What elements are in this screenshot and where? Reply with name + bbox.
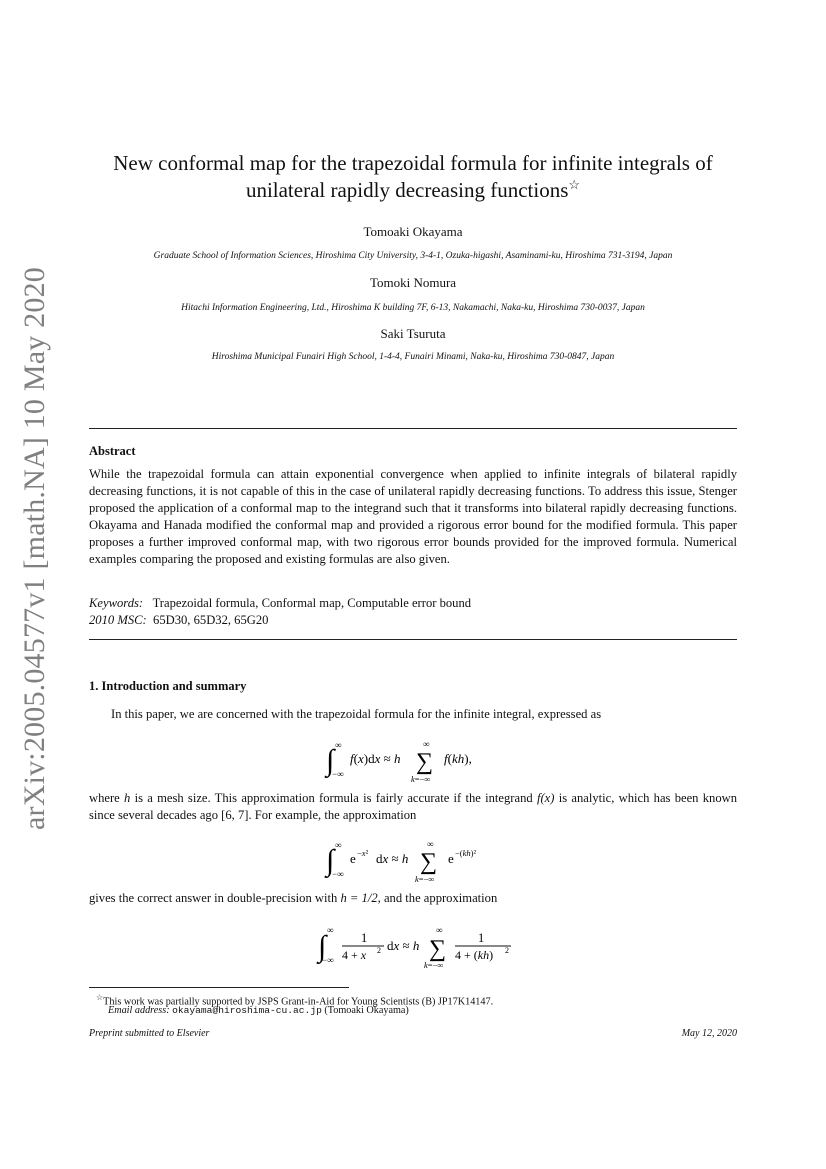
svg-text:∑: ∑ [429, 936, 447, 962]
footer-preprint: Preprint submitted to Elsevier [89, 1028, 210, 1039]
svg-text:∫: ∫ [318, 930, 327, 963]
abstract-top-rule [89, 428, 737, 429]
msc-label: 2010 MSC: [89, 613, 147, 627]
svg-text:k=−∞: k=−∞ [424, 960, 444, 970]
abstract-bottom-rule [89, 639, 737, 640]
svg-text:∞: ∞ [436, 925, 443, 935]
svg-text:−∞: −∞ [332, 869, 344, 879]
abstract-heading: Abstract [89, 444, 136, 458]
abstract-text: While the trapezoidal formula can attain exponential convergence when applied to infinite integrals of bilateral rapidly decreasing functions, it is not capable of this in the case of unilateral rapidly decreasing functions. To address this issue, Stenger proposed the application of a conformal map to the integrand such that it transforms into bilateral rapidly decreasing functions. Okayama and Hanada modified the conformal map and provided a rigorous error bound for the modified formula. This paper proposes a further improved conformal map, with two rigorous error bounds provided for the improved formula. Numerical examples comparing the proposed and existing formulas are also given. [89, 467, 737, 566]
svg-text:2: 2 [377, 946, 381, 955]
mesh-size-paragraph [89, 790, 737, 824]
svg-text:4 + x: 4 + x [342, 948, 367, 962]
footer-date: May 12, 2020 [681, 1028, 737, 1039]
svg-text:∞: ∞ [427, 839, 434, 849]
svg-text:∫: ∫ [326, 744, 335, 777]
text-run: is analytic, which has been known since several decades ago [6, 7]. For example, the approximation [89, 791, 738, 822]
math-fx: f(x) [536, 791, 555, 805]
msc-value: 65D30, 65D32, 65G20 [153, 613, 269, 627]
author-affiliation: Hiroshima Municipal Funairi High School, 1-4-4, Funairi Minami, Naka-ku, Hiroshima 730-0847, Japan [211, 352, 615, 362]
svg-text:∫: ∫ [326, 844, 335, 877]
msc-line [89, 612, 737, 629]
svg-text:f(kh),: f(kh), [444, 751, 472, 766]
email-owner: (Tomoaki Okayama) [324, 1005, 409, 1016]
email-link[interactable]: okayama@hiroshima-cu.ac.jp [172, 1005, 322, 1016]
title-line-2: unilateral rapidly decreasing functions [245, 178, 569, 202]
section-heading: 1. Introduction and summary [89, 679, 247, 693]
author-name: Saki Tsuruta [380, 326, 446, 341]
svg-text:∑: ∑ [416, 749, 434, 775]
svg-text:4 + (kh): 4 + (kh) [455, 948, 494, 962]
svg-text:∞: ∞ [335, 840, 342, 850]
math-h: h [124, 791, 131, 805]
author-affiliation: Hitachi Information Engineering, Ltd., Hiroshima K building 7F, 6-13, Nakamachi, Naka-ku, Hiroshima 730-0037, Japan [181, 303, 645, 313]
svg-text:−(kh)²: −(kh)² [455, 848, 477, 858]
svg-text:−x²: −x² [357, 848, 369, 858]
author-affiliation: Graduate School of Information Sciences, Hiroshima City University, 3-4-1, Ozuka-higashi, Asaminami-ku, Hiroshima 731-3194, Japan [153, 251, 673, 261]
intro-paragraph: In this paper, we are concerned with the trapezoidal formula for the infinite integral, expressed as [111, 707, 602, 721]
arxiv-identifier-stamp: arXiv:2005.04577v1 [math.NA] 10 May 2020 [18, 267, 51, 830]
footnote-funding-text: This work was partially supported by JSPS Grant-in-Aid for Young Scientists (B) JP17K14147. [103, 996, 494, 1008]
svg-text:e: e [350, 851, 356, 866]
keywords-value: Trapezoidal formula, Conformal map, Computable error bound [152, 596, 472, 610]
svg-text:∞: ∞ [327, 925, 334, 935]
text-run: , and the approximation [377, 891, 498, 905]
text-run: is a mesh size. This approximation formula is fairly accurate if the integrand [130, 791, 537, 805]
svg-text:∞: ∞ [335, 740, 342, 750]
footnote-star: ☆ [96, 993, 104, 1002]
footnote-email [108, 1004, 748, 1017]
title-line-1: New conformal map for the trapezoidal formula for infinite integrals of [113, 151, 713, 175]
svg-text:1: 1 [478, 931, 485, 945]
equation-trapezoidal-formula [320, 732, 520, 784]
author-name: Tomoki Nomura [369, 275, 457, 290]
svg-text:k=−∞: k=−∞ [415, 874, 435, 884]
paper-title [80, 150, 746, 204]
precision-paragraph [89, 890, 737, 907]
equation-gaussian-example [320, 832, 520, 884]
svg-text:∑: ∑ [420, 849, 438, 875]
svg-text:e: e [448, 851, 454, 866]
svg-text:k=−∞: k=−∞ [411, 774, 431, 784]
svg-text:dx ≈ h: dx ≈ h [376, 851, 409, 866]
svg-text:dx ≈ h: dx ≈ h [387, 938, 420, 953]
footnote-rule [89, 987, 349, 988]
math-h-value: h = 1/2 [340, 891, 378, 905]
svg-text:f(x)dx ≈ h: f(x)dx ≈ h [350, 751, 401, 766]
svg-text:2: 2 [505, 946, 509, 955]
svg-text:1: 1 [361, 931, 368, 945]
text-run: gives the correct answer in double-precision with [89, 891, 341, 905]
svg-text:−∞: −∞ [332, 769, 344, 779]
keywords-label: Keywords: [89, 596, 144, 610]
author-name: Tomoaki Okayama [363, 224, 463, 239]
svg-text:∞: ∞ [423, 739, 430, 749]
email-label: Email address: [108, 1005, 170, 1016]
title-footnote-star[interactable]: ☆ [568, 177, 581, 192]
svg-text:−∞: −∞ [322, 955, 334, 965]
text-run: where [89, 791, 125, 805]
keywords-line [89, 595, 737, 612]
equation-rational-example [312, 916, 532, 974]
